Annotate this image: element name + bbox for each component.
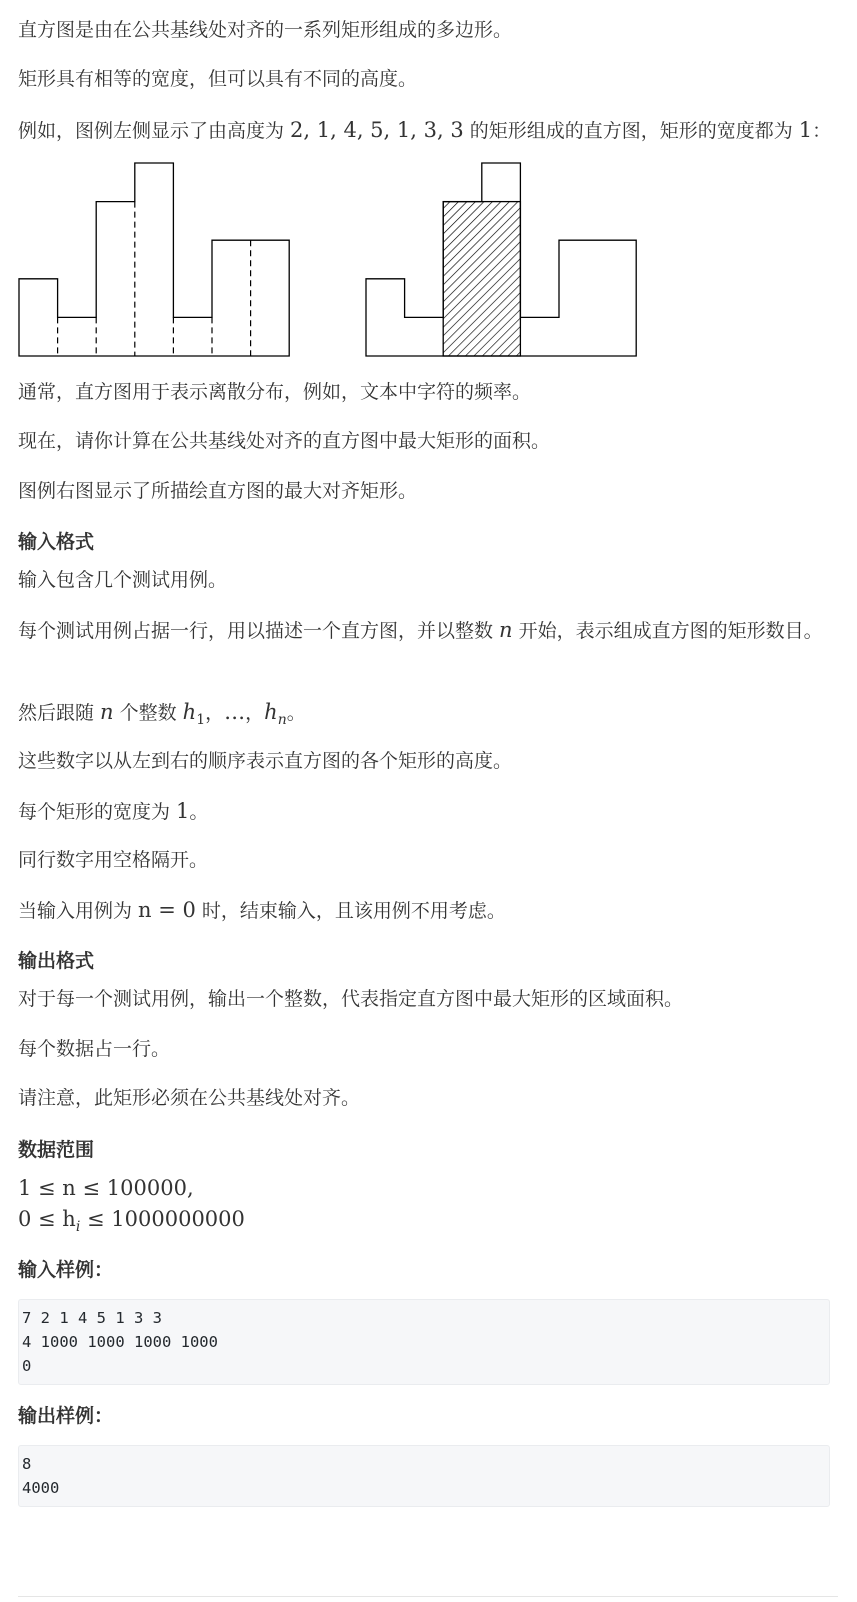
data-range-line-2 <box>18 1203 245 1243</box>
p2-suffix: 开始，表示组成直方图的矩形数目。 <box>512 620 823 642</box>
footer-divider <box>18 1596 838 1597</box>
sample-output-line: 8 <box>22 1455 32 1473</box>
example-width: 1 <box>798 118 813 142</box>
histogram-left <box>19 163 289 356</box>
histogram-outline <box>19 163 289 356</box>
sample-input-line: 0 <box>22 1357 32 1375</box>
intro-paragraph-1: 直方图是由在公共基线处对齐的一系列矩形组成的多边形。 <box>18 19 513 41</box>
output-format-p2: 每个数据占一行。 <box>18 1038 171 1060</box>
p5-suffix: 。 <box>189 801 209 823</box>
p3-hn-sub: n <box>277 712 287 729</box>
sample-input-line: 7 2 1 4 5 1 3 3 <box>22 1309 162 1327</box>
input-format-p7 <box>18 894 506 927</box>
after-figure-paragraph-1: 通常，直方图用于表示离散分布，例如，文本中字符的频率。 <box>18 381 532 403</box>
input-format-heading: 输入格式 <box>18 531 95 553</box>
sample-input-code[interactable] <box>18 1299 830 1385</box>
data-range-line-1: 1 ≤ n ≤ 100000, <box>18 1176 194 1200</box>
input-format-p3 <box>18 696 306 736</box>
p7-prefix: 当输入用例为 <box>18 900 139 922</box>
example-prefix: 例如，图例左侧显示了由高度为 <box>18 120 291 142</box>
p5-value: 1 <box>176 799 190 823</box>
example-middle: 的矩形组成的直方图，矩形的宽度都为 <box>463 120 799 142</box>
sample-input-line: 4 1000 1000 1000 1000 <box>22 1333 218 1351</box>
input-format-p6: 同行数字用空格隔开。 <box>18 849 209 871</box>
range-line2-b: ≤ 1000000000 <box>80 1207 245 1231</box>
p3-dots: … <box>224 700 246 724</box>
intro-paragraph-2: 矩形具有相等的宽度，但可以具有不同的高度。 <box>18 68 418 90</box>
output-format-heading: 输出格式 <box>18 950 95 972</box>
output-format-p3: 请注意，此矩形必须在公共基线处对齐。 <box>18 1087 361 1109</box>
p3-h1: h <box>182 700 197 724</box>
example-suffix: ： <box>812 120 832 142</box>
sample-output-heading: 输出样例： <box>18 1405 114 1427</box>
range-line2-sub: i <box>75 1219 81 1236</box>
histogram-right <box>366 163 636 356</box>
p5-prefix: 每个矩形的宽度为 <box>18 801 177 823</box>
p3-hn: h <box>264 700 278 724</box>
input-format-p5 <box>18 795 208 828</box>
data-range-heading: 数据范围 <box>18 1139 95 1161</box>
example-paragraph <box>18 114 831 147</box>
p7-suffix: 时，结束输入，且该用例不用考虑。 <box>195 900 506 922</box>
histogram-figure <box>18 158 658 362</box>
p3-sep: ， <box>205 702 225 724</box>
p3-end: 。 <box>286 702 306 724</box>
example-heights: 2, 1, 4, 5, 1, 3, 3 <box>290 118 464 142</box>
after-figure-paragraph-2: 现在，请你计算在公共基线处对齐的直方图中最大矩形的面积。 <box>18 430 551 452</box>
p7-math: n = 0 <box>138 898 196 922</box>
p2-prefix: 每个测试用例占据一行，用以描述一个直方图，并以整数 <box>18 620 500 642</box>
p3-dots-sep: ， <box>245 702 265 724</box>
largest-rectangle-highlight <box>443 202 520 356</box>
range-line2-a: 0 ≤ h <box>18 1207 76 1231</box>
sample-output-code[interactable] <box>18 1445 830 1507</box>
input-format-p1: 输入包含几个测试用例。 <box>18 569 228 591</box>
after-figure-paragraph-3: 图例右图显示了所描绘直方图的最大对齐矩形。 <box>18 480 418 502</box>
p3-prefix: 然后跟随 <box>18 702 101 724</box>
p3-var: n <box>100 700 114 724</box>
input-format-p2 <box>18 614 828 647</box>
sample-output-line: 4000 <box>22 1479 60 1497</box>
p2-var: n <box>499 618 513 642</box>
p3-middle: 个整数 <box>113 702 183 724</box>
sample-input-heading: 输入样例： <box>18 1259 114 1281</box>
p3-h1-sub: 1 <box>196 712 206 729</box>
input-format-p4: 这些数字以从左到右的顺序表示直方图的各个矩形的高度。 <box>18 750 513 772</box>
output-format-p1: 对于每一个测试用例，输出一个整数，代表指定直方图中最大矩形的区域面积。 <box>18 988 684 1010</box>
